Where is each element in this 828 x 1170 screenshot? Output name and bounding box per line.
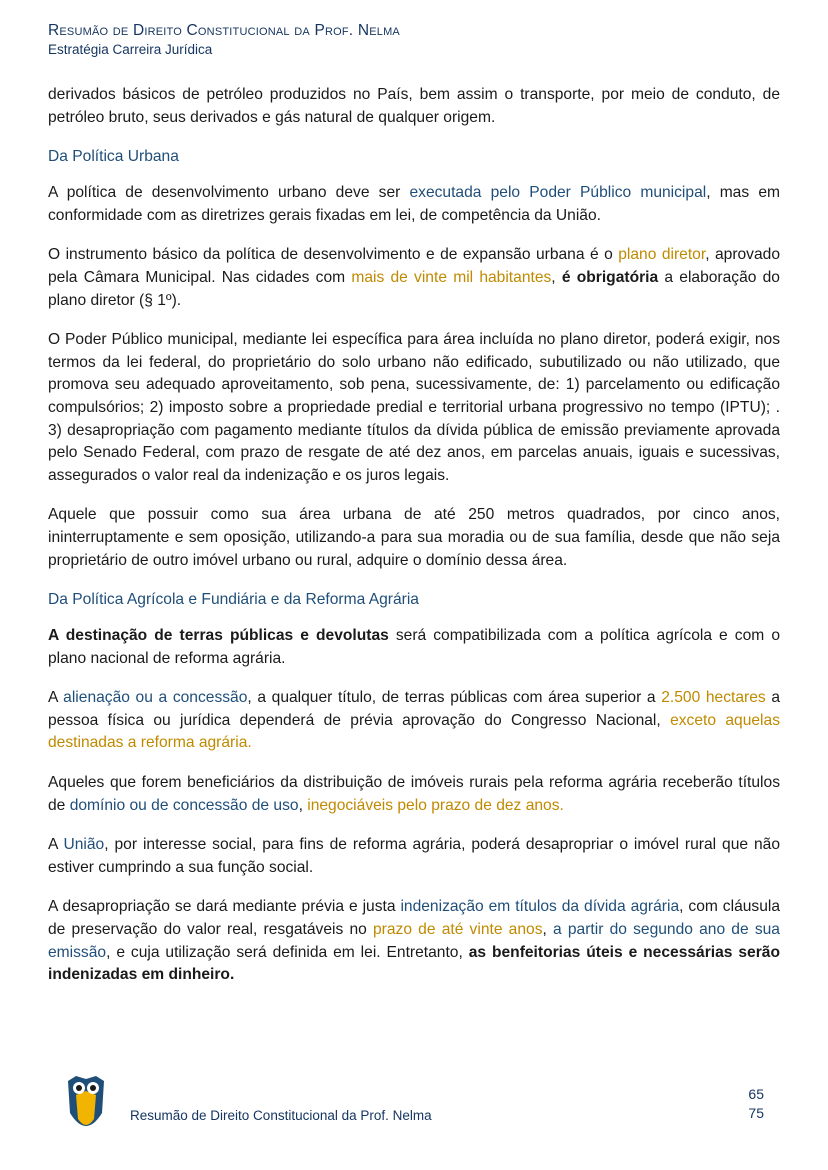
text-run: , mas em conformidade com as diretrizes gerais fixadas em lei, de competência da União. — [48, 184, 780, 224]
highlight-benfeitorias: as benfeitorias úteis e necessárias serão indenizadas em dinheiro. — [48, 943, 780, 984]
highlight-obrigatoria: é obrigatória — [561, 268, 659, 286]
highlight-plano-diretor: plano diretor — [618, 246, 706, 264]
paragraph-poder-publico: O Poder Público municipal, mediante lei específica para área incluída no plano diretor, poderá exigir, nos termos da lei federal, do proprietário do solo urbano não edificado, subutilizado ou não utilizado, que promova seu adequado aproveitamento, sob pena, sucessivamente, de: 1) parcelamento ou edificação compulsórios; 2) imposto sobre a propriedade predial e territorial urbana progressivo no tempo (IPTU); . 3) desapropriação com pagamento mediante títulos da dívida pública de emissão previamente aprovada pelo Senado Federal, com prazo de resgate de até dez anos, em parcelas anuais, iguais e sucessivas, assegurados o valor real da indenização e os juros legais. — [48, 331, 780, 484]
header-subtitle: Estratégia Carreira Jurídica — [48, 42, 213, 57]
text-run: a pessoa física ou jurídica dependerá de prévia aprovação do Congresso Nacional, — [48, 689, 781, 729]
text-run: , — [298, 796, 308, 814]
text-run: será compatibilizada com a política agrícola e com o plano nacional de reforma agrária. — [48, 627, 780, 667]
text-run: Aqueles que forem beneficiários da distribuição de imóveis rurais pela reforma agrária receberão títulos de — [48, 774, 780, 814]
text-run: A — [48, 689, 64, 707]
paragraph-politica-urbana — [48, 182, 780, 227]
highlight-indenizacao: indenização em títulos da dívida agrária — [400, 898, 680, 916]
highlight-destinacao: A destinação de terras públicas e devolutas — [48, 627, 389, 645]
paragraph-destinacao — [48, 625, 780, 670]
highlight-dominio: domínio ou de concessão de uso — [69, 796, 299, 814]
paragraph-plano-diretor — [48, 244, 780, 312]
text-run: , com cláusula de preservação do valor real, resgatáveis no — [48, 898, 781, 939]
text-run: a elaboração do plano diretor (§ 1º). — [48, 268, 780, 309]
paragraph-desapropriacao — [48, 896, 780, 986]
highlight-alienacao: alienação ou a concessão — [63, 689, 248, 707]
document-body — [48, 84, 780, 1004]
text-run: , — [542, 921, 554, 939]
highlight-segundo-ano: a partir do segundo ano de sua emissão — [48, 921, 780, 961]
section-heading-politica-agricola: Da Política Agrícola e Fundiária e da Reforma Agrária — [48, 591, 419, 609]
page-number — [748, 1085, 764, 1123]
text-run: A desapropriação se dará mediante prévia e justa — [48, 898, 401, 916]
owl-logo-icon — [62, 1073, 110, 1139]
paragraph-beneficiarios — [48, 772, 780, 817]
paragraph-alienacao — [48, 687, 780, 755]
highlight-uniao: União — [63, 836, 105, 854]
text-run: , a qualquer título, de terras públicas com área superior a — [247, 689, 662, 707]
header-title: Resumão de Direito Constitucional da Prof. Nelma — [48, 22, 400, 39]
page-total: 75 — [748, 1105, 764, 1121]
text-run: A — [48, 836, 64, 854]
highlight-inegociaveis: inegociáveis pelo prazo de dez anos. — [307, 796, 564, 814]
highlight-vinte-mil: mais de vinte mil habitantes — [351, 268, 552, 286]
footer-text: Resumão de Direito Constitucional da Prof. Nelma — [130, 1108, 432, 1123]
page-current: 65 — [748, 1086, 764, 1102]
highlight-executada: executada pelo Poder Público municipal — [409, 184, 707, 202]
text-run: , por interesse social, para fins de reforma agrária, poderá desapropriar o imóvel rural que não estiver cumprindo a sua função social. — [48, 836, 781, 876]
text-run: , aprovado pela Câmara Municipal. Nas cidades com — [48, 246, 780, 286]
text-run: A política de desenvolvimento urbano deve ser — [48, 184, 410, 202]
page-header — [48, 22, 400, 57]
highlight-prazo: prazo de até vinte anos — [372, 921, 543, 939]
page-footer — [62, 1073, 772, 1143]
highlight-hectares: 2.500 hectares — [661, 689, 766, 707]
text-run: , — [551, 268, 562, 286]
paragraph-usucapiao: Aquele que possuir como sua área urbana de até 250 metros quadrados, por cinco anos, ininterruptamente e sem oposição, utilizando-a para sua moradia ou de sua família, desde que não seja proprietário de outro imóvel urbano ou rural, adquire o domínio dessa área. — [48, 506, 780, 569]
paragraph-petroleo: derivados básicos de petróleo produzidos no País, bem assim o transporte, por meio de conduto, de petróleo bruto, seus derivados e gás natural de qualquer origem. — [48, 86, 780, 126]
highlight-exceto: exceto aquelas destinadas a reforma agrária. — [48, 711, 780, 752]
text-run: O instrumento básico da política de desenvolvimento e de expansão urbana é o — [48, 246, 619, 264]
paragraph-uniao — [48, 834, 780, 879]
text-run: , e cuja utilização será definida em lei. Entretanto, — [106, 943, 469, 961]
section-heading-politica-urbana: Da Política Urbana — [48, 148, 179, 166]
